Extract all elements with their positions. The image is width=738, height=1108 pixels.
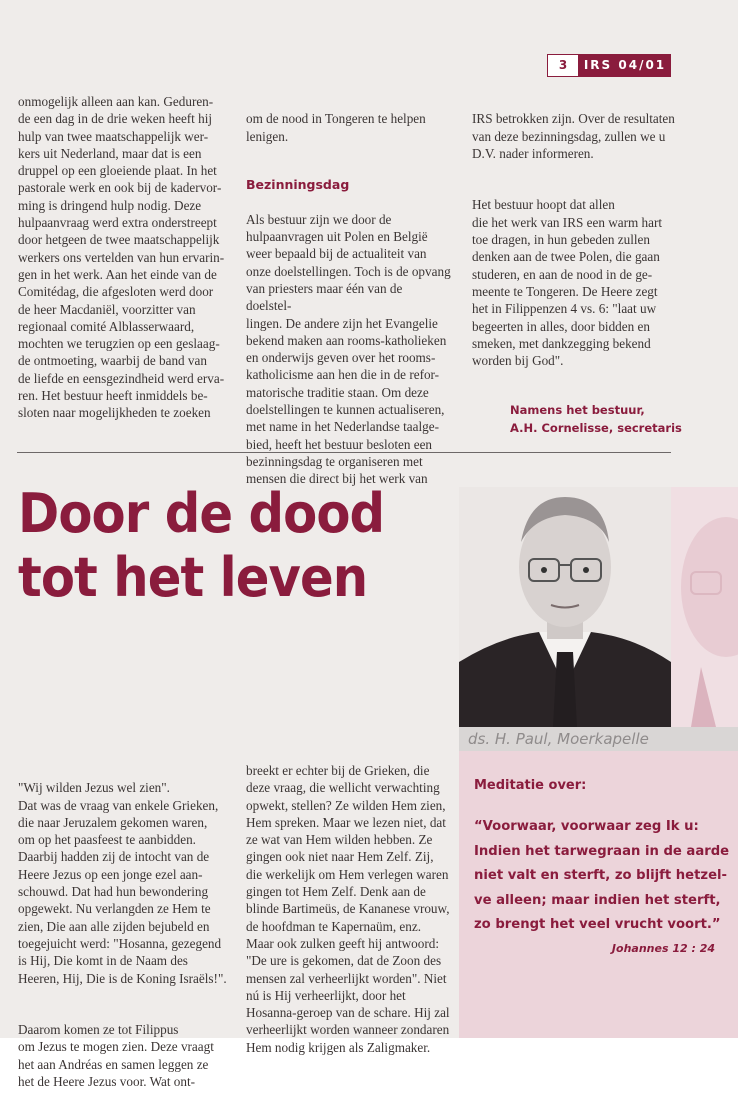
top-column-2 (246, 93, 451, 505)
author-photo (459, 487, 671, 727)
top-column-3 (472, 93, 682, 454)
photo-caption: ds. H. Paul, Moerkapelle (459, 727, 738, 751)
top-column-1: onmogelijk alleen aan kan. Geduren- de een dag in de drie weken heeft hij hulp van twee maatschappelijk wer- kers uit Nederland, maar dat is een druppel op een gloeiende plaat. In het pastorale werk en ook bij de kadervor- ming is dringend hulp nodig. Deze hulpaanvraag werd extra onderstreept door hetgeen de twee maatschappelijk werkers ons vertelden van hun ervarin- gen in het werk. Aan het einde van de Comitédag, die afgesloten werd door de heer Macdaniël, voorzitter van regionaal comité Alblasserwaard, mochten we terugzien op een geslaag- de ontmoeting, waarbij de band van de liefde en eensgezindheid werd erva- ren. Het bestuur heeft inmiddels be- sloten naar mogelijkheden te zoeken (18, 94, 225, 421)
meditation-column-1-p1: "Wij wilden Jezus wel zien". Dat was de vraag van enkele Grieken, die naar Jeruzalem gekomen waren, om op het paasfeest te aanbidden. Daarbij hadden zij de intocht van de Heere Jezus op een jonge ezel aan- schouwd. Dat had hun bewondering opgewekt. Nu verlangden ze Hem te zien, Die aan alle zijden bejubeld en toegejuicht werd: "Hosanna, gezegend is Hij, Die komt in de Naam des Heeren, Hij, Die is de Koning Israëls!". (18, 780, 227, 986)
page-badge (547, 54, 671, 77)
top-column-3-p2: Het bestuur hoopt dat allen die het werk van IRS een warm hart toe dragen, in hun gebeden zullen denken aan de twee Polen, die gaan studeren, en aan de nood in de ge- meente te Tongeren. De Heere zegt het in Filippenzen 4 vs. 6: "laat uw begeerten in alles, door bidden en smeken, met dankzegging bekend worden bij God". (472, 197, 663, 369)
section-heading: Bezinningsdag (246, 177, 350, 193)
bible-reference: Johannes 12 : 24 (611, 942, 715, 955)
top-column-2-body: Als bestuur zijn we door de hulpaanvragen uit Polen en België weer bepaald bij de actualiteit van onze doelstellingen. Toch is de opvang van priesters maar één van de doelstel- lingen. De andere zijn het Evangelie bekend maken aan rooms-katholieken en onderwijs geven over het rooms- katholicisme aan hen die in de refor- matorische traditie staan. Om deze doelstellingen te kunnen actualiseren, met name in het Nederlandse taalge- bied, heeft het bestuur besloten een bezinningsdag te organiseren met mensen die direct bij het werk van (246, 211, 451, 487)
bible-quote: “Voorwaar, voorwaar zeg Ik u: Indien het tarwegraan in de aarde niet valt en sterft, zo blijft hetzel- ve alleen; maar indien het sterft, zo brengt het veel vrucht voort.” (474, 819, 730, 932)
meditation-panel (459, 751, 738, 1038)
top-column-2-intro: om de nood in Tongeren te helpen lenigen. (246, 111, 426, 144)
issue-label: IRS 04/01 (579, 54, 671, 77)
top-column-3-p1: IRS betrokken zijn. Over de resultaten van deze bezinningsdag, zullen we u D.V. nader informeren. (472, 111, 675, 161)
meditation-column-1-p2: Daarom komen ze tot Filippus om Jezus te mogen zien. Deze vraagt het aan Andréas en samen leggen ze het de Heere Jezus voor. Wat ont- (18, 1022, 214, 1090)
page-number: 3 (547, 54, 579, 77)
signature: Namens het bestuur, A.H. Cornelisse, secretaris (510, 402, 682, 435)
divider (17, 452, 671, 453)
meditation-column-1 (18, 762, 233, 1108)
panel-heading: Meditatie over: (474, 778, 587, 793)
article-title: Door de dood tot het leven (18, 482, 385, 609)
faded-photo-echo (671, 487, 738, 727)
meditation-column-2: breekt er echter bij de Grieken, die deze vraag, die wellicht verwachting opwekt, stellen? Ze wilden Hem zien, Hem spreken. Maar we lezen niet, dat ze wat van Hem wilden hebben. Ze gingen ook niet naar Hem Zelf. Zij, die werkelijk om Hem verlegen waren gingen tot Hem Zelf. Denk aan de blinde Bartimeüs, de Kananese vrouw, de hoofdman te Kapernaüm, enz. Maar ook zulken geeft hij antwoord: "De ure is gekomen, dat de Zoon des mensen zal verheerlijkt worden". Niet nú is Hij verheerlijkt, door het Hosanna-geroep van de schare. Hij zal verheerlijkt worden wanneer zondaren Hem nodig krijgen als Zaligmaker. (246, 763, 450, 1055)
